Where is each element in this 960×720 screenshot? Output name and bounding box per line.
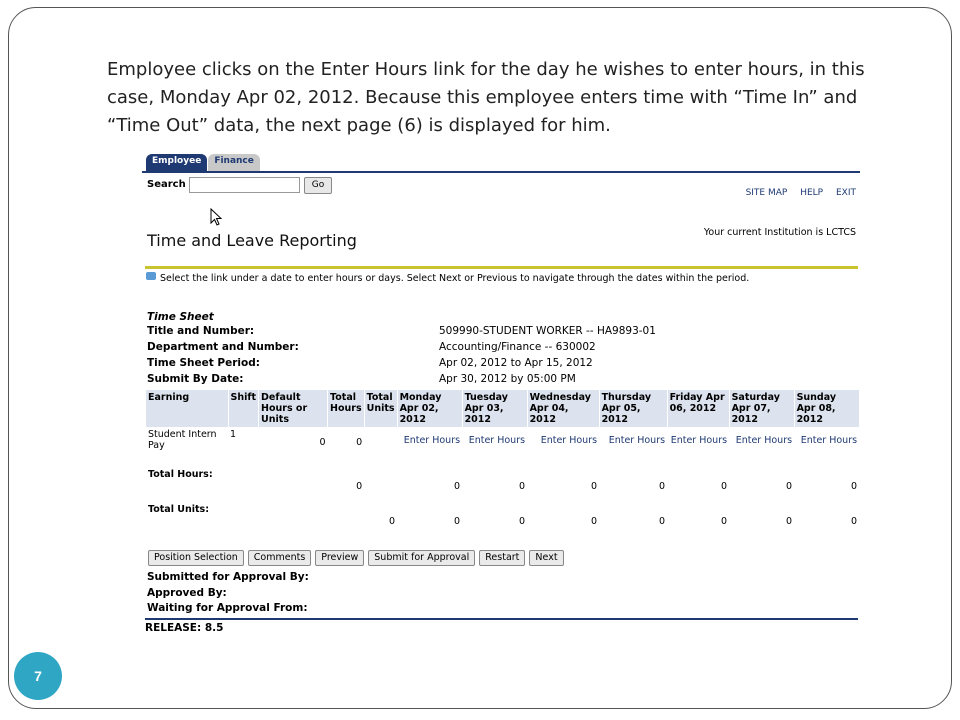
period-label: Time Sheet Period: xyxy=(147,357,260,369)
empty-cell xyxy=(328,502,365,537)
column-header: Thursday Apr 05, 2012 xyxy=(599,390,667,427)
column-header: Default Hours or Units xyxy=(259,390,328,427)
preview-button[interactable]: Preview xyxy=(315,550,364,566)
mouse-cursor-icon xyxy=(210,208,222,226)
period-value: Apr 02, 2012 to Apr 15, 2012 xyxy=(439,357,593,369)
total-hours-label: Total Hours: xyxy=(148,469,213,480)
empty-cell xyxy=(364,467,397,502)
table-row xyxy=(146,502,859,537)
enter-hours-link-monday[interactable]: Enter Hours xyxy=(403,435,461,446)
instruction-text: Select the link under a date to enter hours or days. Select Next or Previous to navigate through the dates within the period. xyxy=(160,273,750,284)
column-header: Saturday Apr 07, 2012 xyxy=(729,390,794,427)
enter-hours-link-wednesday[interactable]: Enter Hours xyxy=(540,435,598,446)
tab-finance[interactable]: Finance xyxy=(208,154,260,171)
column-header: Wednesday Apr 04, 2012 xyxy=(527,390,599,427)
info-bubble-icon xyxy=(146,272,156,280)
site-map-link[interactable]: SITE MAP xyxy=(745,188,788,198)
table-row xyxy=(146,467,859,502)
submit-by-value: Apr 30, 2012 by 05:00 PM xyxy=(439,373,576,385)
exit-link[interactable]: EXIT xyxy=(835,188,856,198)
total-units-value: 0 xyxy=(389,516,396,527)
meta-row xyxy=(147,341,656,357)
next-button[interactable]: Next xyxy=(529,550,563,566)
column-header: Total Units xyxy=(364,390,397,427)
column-header: Shift xyxy=(228,390,259,427)
daily-units-value: 0 xyxy=(591,516,598,527)
submit-by-label: Submit By Date: xyxy=(147,373,244,385)
enter-hours-link-thursday[interactable]: Enter Hours xyxy=(608,435,666,446)
daily-units-value: 0 xyxy=(786,516,793,527)
approval-info xyxy=(147,571,309,618)
top-divider xyxy=(142,171,860,173)
total-units-cell xyxy=(364,427,397,467)
search-input[interactable] xyxy=(189,177,300,193)
action-buttons xyxy=(148,550,568,566)
tab-employee[interactable]: Employee xyxy=(146,154,207,171)
daily-hours-value: 0 xyxy=(851,481,858,492)
waiting-approval-label: Waiting for Approval From: xyxy=(147,602,308,614)
daily-units-value: 0 xyxy=(519,516,526,527)
enter-hours-link-sunday[interactable]: Enter Hours xyxy=(800,435,858,446)
restart-button[interactable]: Restart xyxy=(479,550,525,566)
department-value: Accounting/Finance -- 630002 xyxy=(439,341,596,353)
slide-caption: Employee clicks on the Enter Hours link for the day he wishes to enter hours, in this case, Monday Apr 02, 2012. Because this employee enters time with “Time In” and “Time Out” data, the next page (6) is displayed for him. xyxy=(107,59,865,136)
submitted-by-label: Submitted for Approval By: xyxy=(147,571,309,583)
column-header: Friday Apr 06, 2012 xyxy=(667,390,729,427)
daily-units-value: 0 xyxy=(659,516,666,527)
total-units-label: Total Units: xyxy=(148,504,209,515)
meta-row xyxy=(147,357,656,373)
meta-row xyxy=(147,325,656,341)
daily-hours-value: 0 xyxy=(786,481,793,492)
release-label: RELEASE: 8.5 xyxy=(145,622,224,634)
daily-hours-value: 0 xyxy=(454,481,461,492)
enter-hours-link-friday[interactable]: Enter Hours xyxy=(670,435,728,446)
daily-units-value: 0 xyxy=(851,516,858,527)
table-row xyxy=(146,427,859,467)
enter-hours-link-tuesday[interactable]: Enter Hours xyxy=(468,435,526,446)
approved-by-label: Approved By: xyxy=(147,586,227,599)
daily-hours-value: 0 xyxy=(591,481,598,492)
institution-text: Your current Institution is LCTCS xyxy=(703,227,856,238)
total-hours-value: 0 xyxy=(356,481,363,492)
column-header: Monday Apr 02, 2012 xyxy=(397,390,462,427)
top-links xyxy=(736,188,856,198)
daily-units-value: 0 xyxy=(721,516,728,527)
daily-units-value: 0 xyxy=(454,516,461,527)
table-header-row xyxy=(146,390,859,427)
help-link[interactable]: HELP xyxy=(800,188,824,198)
bottom-divider xyxy=(145,618,858,620)
screenshot-area xyxy=(142,150,860,640)
page-title: Time and Leave Reporting xyxy=(147,231,357,250)
timesheet-meta xyxy=(147,325,656,389)
title-number-value: 509990-STUDENT WORKER -- HA9893-01 xyxy=(439,325,656,337)
shift-cell: 1 xyxy=(230,429,237,440)
daily-hours-value: 0 xyxy=(519,481,526,492)
total-hours-cell: 0 xyxy=(356,437,363,448)
column-header: Sunday Apr 08, 2012 xyxy=(794,390,859,427)
enter-hours-link-saturday[interactable]: Enter Hours xyxy=(735,435,793,446)
default-hours-cell: 0 xyxy=(319,437,326,448)
slide-number-badge: 7 xyxy=(14,652,62,700)
submit-for-approval-button[interactable]: Submit for Approval xyxy=(368,550,475,566)
column-header: Tuesday Apr 03, 2012 xyxy=(462,390,527,427)
timesheet-heading: Time Sheet xyxy=(147,311,214,323)
tab-bar xyxy=(146,154,261,171)
meta-row xyxy=(147,373,656,389)
title-number-label: Title and Number: xyxy=(147,325,255,337)
position-selection-button[interactable]: Position Selection xyxy=(148,550,244,566)
go-button[interactable]: Go xyxy=(304,177,332,194)
title-divider xyxy=(145,266,858,269)
column-header: Earning xyxy=(146,390,228,427)
daily-hours-value: 0 xyxy=(721,481,728,492)
department-label: Department and Number: xyxy=(147,341,299,353)
daily-hours-value: 0 xyxy=(659,481,666,492)
timesheet-table xyxy=(146,390,860,537)
search-label: Search xyxy=(147,179,186,190)
earning-cell: Student Intern Pay xyxy=(148,429,217,451)
column-header: Total Hours xyxy=(328,390,365,427)
comments-button[interactable]: Comments xyxy=(248,550,312,566)
